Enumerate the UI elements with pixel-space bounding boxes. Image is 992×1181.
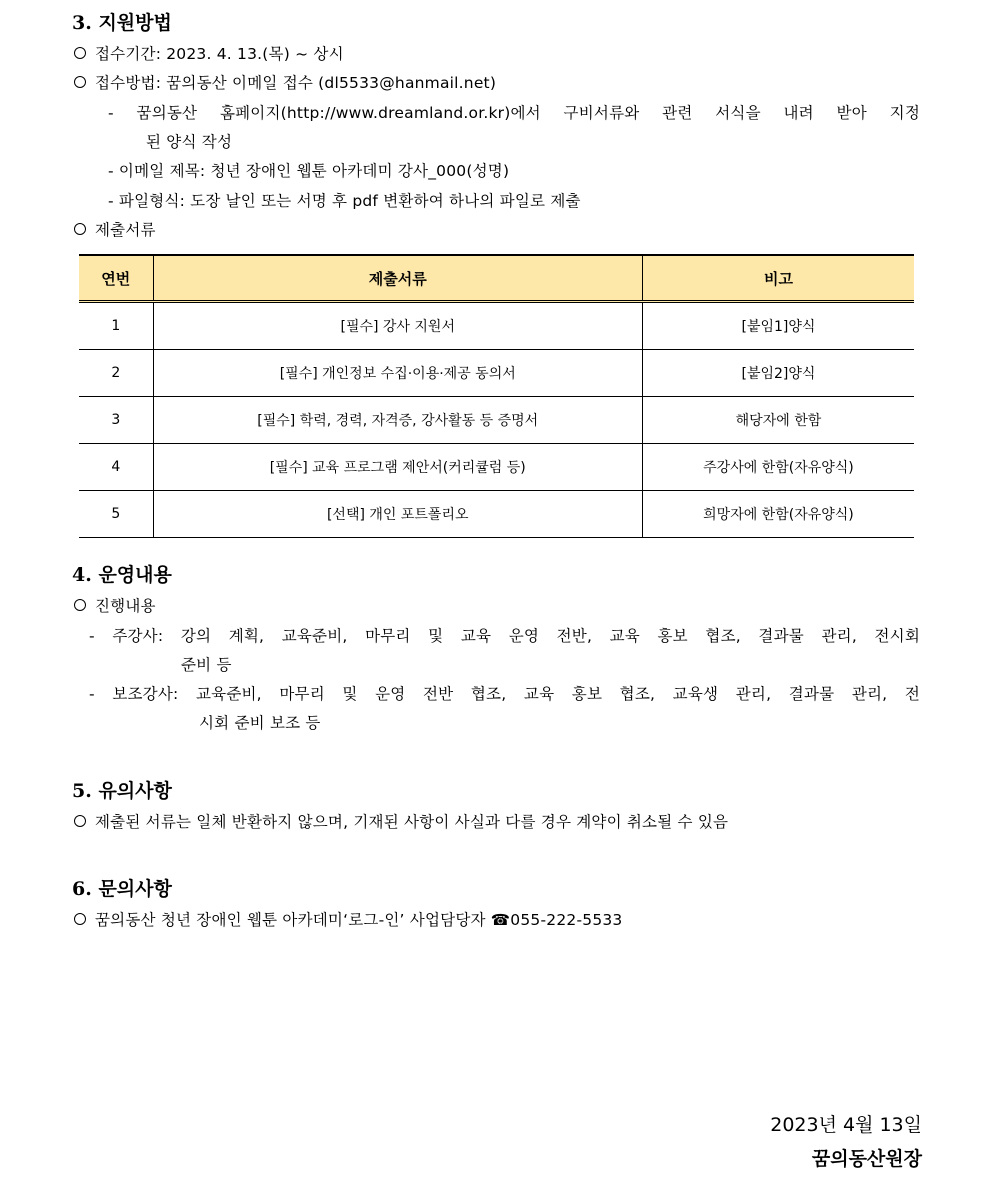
cell-note: [붙임1]양식 [642, 302, 914, 350]
cell-doc: [선택] 개인 포트폴리오 [153, 491, 642, 538]
cell-doc: [필수] 개인정보 수집·이용·제공 동의서 [153, 350, 642, 397]
text-method: 접수방법: 꿈의동산 이메일 접수 (dl5533@hanmail.net) [95, 74, 497, 92]
cell-no: 1 [79, 302, 153, 350]
cell-note: [붙임2]양식 [642, 350, 914, 397]
table-row [79, 350, 914, 397]
cell-doc: [필수] 교육 프로그램 제안서(커리큘럼 등) [153, 444, 642, 491]
section-6-title: 6. 문의사항 [72, 878, 172, 900]
cell-note: 희망자에 한함(자유양식) [642, 491, 914, 538]
circle-bullet-icon [74, 815, 86, 827]
assistant-line1: - 보조강사: 교육준비, 마무리 및 운영 전반 협조, 교육 홍보 협조, 교육생 관리, 결과물 관리, 전 [89, 685, 920, 703]
circle-bullet-icon [74, 913, 86, 925]
section-4-title: 4. 운영내용 [72, 564, 172, 586]
section-3-title: 3. 지원방법 [72, 12, 172, 34]
docs-table [79, 254, 914, 538]
bullet-period [74, 42, 344, 64]
footer-signer: 꿈의동산원장 [811, 1148, 922, 1170]
text-progress: 진행내용 [95, 597, 156, 615]
cell-note: 주강사에 한함(자유양식) [642, 444, 914, 491]
cell-no: 5 [79, 491, 153, 538]
cell-doc: [필수] 학력, 경력, 자격증, 강사활동 등 증명서 [153, 397, 642, 444]
circle-bullet-icon [74, 47, 86, 59]
header-no: 연번 [79, 255, 153, 302]
circle-bullet-icon [74, 599, 86, 611]
circle-bullet-icon [74, 76, 86, 88]
cell-doc: [필수] 강사 지원서 [153, 302, 642, 350]
cell-no: 4 [79, 444, 153, 491]
sub-file-format: - 파일형식: 도장 날인 또는 서명 후 pdf 변환하여 하나의 파일로 제출 [108, 192, 581, 210]
sub-homepage-cont: 된 양식 작성 [146, 133, 233, 151]
table-row [79, 491, 914, 538]
text-docs: 제출서류 [95, 221, 156, 239]
header-note: 비고 [642, 255, 914, 302]
bullet-docs [74, 218, 156, 240]
footer-date: 2023년 4월 13일 [770, 1114, 922, 1136]
sub-email-subject: - 이메일 제목: 청년 장애인 웹툰 아카데미 강사_000(성명) [108, 162, 510, 180]
section-5-title: 5. 유의사항 [72, 780, 172, 802]
text-notice: 제출된 서류는 일체 반환하지 않으며, 기재된 사항이 사실과 다를 경우 계약이 취소될 수 있음 [95, 813, 729, 831]
main-instructor-line1: - 주강사: 강의 계획, 교육준비, 마무리 및 교육 운영 전반, 교육 홍보 협조, 결과물 관리, 전시회 [89, 627, 920, 645]
table-row [79, 302, 914, 350]
cell-no: 2 [79, 350, 153, 397]
sub-homepage: - 꿈의동산 홈페이지(http://www.dreamland.or.kr)에서 구비서류와 관련 서식을 내려 받아 지정 [108, 104, 920, 122]
circle-bullet-icon [74, 223, 86, 235]
bullet-method [74, 71, 496, 93]
header-docs: 제출서류 [153, 255, 642, 302]
bullet-progress [74, 594, 156, 616]
table-row [79, 444, 914, 491]
bullet-notice [74, 810, 728, 832]
bullet-inquiry [74, 908, 623, 930]
cell-no: 3 [79, 397, 153, 444]
main-instructor-line2: 준비 등 [181, 656, 232, 674]
text-period: 접수기간: 2023. 4. 13.(목) ~ 상시 [95, 45, 344, 63]
assistant-line2: 시회 준비 보조 등 [199, 714, 321, 732]
table-header-row [79, 255, 914, 302]
text-inquiry: 꿈의동산 청년 장애인 웹툰 아카데미‘로그-인’ 사업담당자 ☎055-222-5533 [95, 911, 623, 929]
cell-note: 해당자에 한함 [642, 397, 914, 444]
table-row [79, 397, 914, 444]
